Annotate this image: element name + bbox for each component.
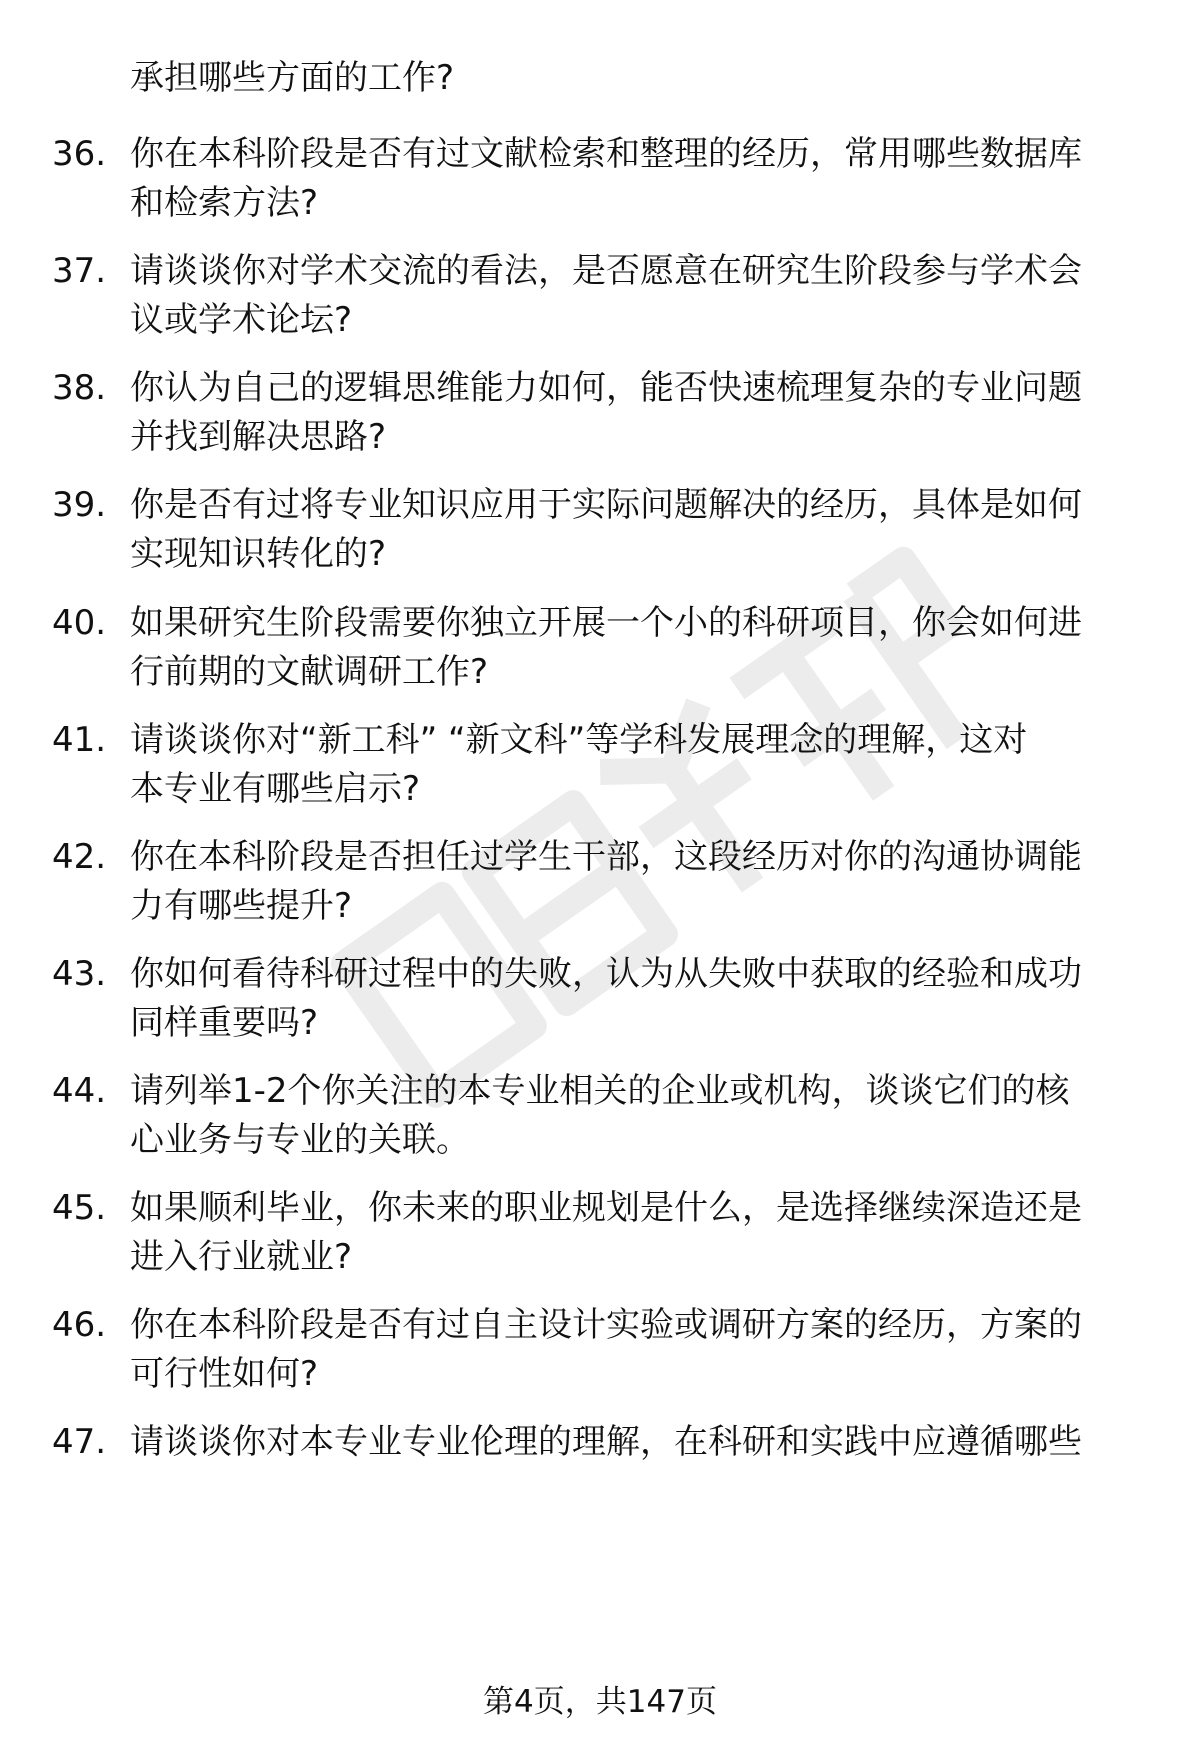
- question-text-line: 承担哪些方面的工作?: [130, 58, 455, 98]
- question-text-line: 如果研究生阶段需要你独立开展一个小的科研项目，你会如何进: [130, 603, 1082, 643]
- question-number: 47.: [52, 1422, 107, 1462]
- question-text-line: 请谈谈你对“新工科” “新文科”等学科发展理念的理解，这对: [130, 720, 1028, 760]
- question-text-line: 力有哪些提升?: [130, 886, 353, 926]
- question-text-line: 请谈谈你对本专业专业伦理的理解，在科研和实践中应遵循哪些: [130, 1422, 1082, 1462]
- question-text-line: 行前期的文献调研工作?: [130, 652, 489, 692]
- question-number: 43.: [52, 954, 107, 994]
- question-text-line: 你如何看待科研过程中的失败，认为从失败中获取的经验和成功: [130, 954, 1082, 994]
- question-text-line: 你认为自己的逻辑思维能力如何，能否快速梳理复杂的专业问题: [130, 368, 1082, 408]
- question-number: 45.: [52, 1188, 107, 1228]
- question-number: 41.: [52, 720, 107, 760]
- page-footer: 第4页，共147页: [483, 1684, 717, 1720]
- question-text-line: 请谈谈你对学术交流的看法，是否愿意在研究生阶段参与学术会: [130, 251, 1082, 291]
- question-text-line: 和检索方法?: [130, 183, 319, 223]
- question-number: 40.: [52, 603, 107, 643]
- question-number: 37.: [52, 251, 107, 291]
- question-text-line: 你在本科阶段是否担任过学生干部，这段经历对你的沟通协调能: [130, 837, 1082, 877]
- question-text-line: 可行性如何?: [130, 1354, 319, 1394]
- question-number: 38.: [52, 368, 107, 408]
- question-number: 46.: [52, 1305, 107, 1345]
- question-text-line: 你是否有过将专业知识应用于实际问题解决的经历，具体是如何: [130, 485, 1082, 525]
- question-text-line: 你在本科阶段是否有过自主设计实验或调研方案的经历，方案的: [130, 1305, 1082, 1345]
- question-text-line: 如果顺利毕业，你未来的职业规划是什么，是选择继续深造还是: [130, 1188, 1082, 1228]
- question-number: 39.: [52, 485, 107, 525]
- question-text-line: 你在本科阶段是否有过文献检索和整理的经历，常用哪些数据库: [130, 134, 1082, 174]
- question-text-line: 进入行业就业?: [130, 1237, 353, 1277]
- question-number: 36.: [52, 134, 107, 174]
- question-text-line: 并找到解决思路?: [130, 417, 387, 457]
- question-text-line: 议或学术论坛?: [130, 300, 353, 340]
- question-text-line: 本专业有哪些启示?: [130, 769, 421, 809]
- question-text-line: 同样重要吗?: [130, 1003, 319, 1043]
- question-text-line: 实现知识转化的?: [130, 534, 387, 574]
- question-number: 42.: [52, 837, 107, 877]
- question-text-line: 请列举1-2个你关注的本专业相关的企业或机构，谈谈它们的核: [130, 1071, 1070, 1111]
- question-text-line: 心业务与专业的关联。: [130, 1120, 470, 1160]
- question-number: 44.: [52, 1071, 107, 1111]
